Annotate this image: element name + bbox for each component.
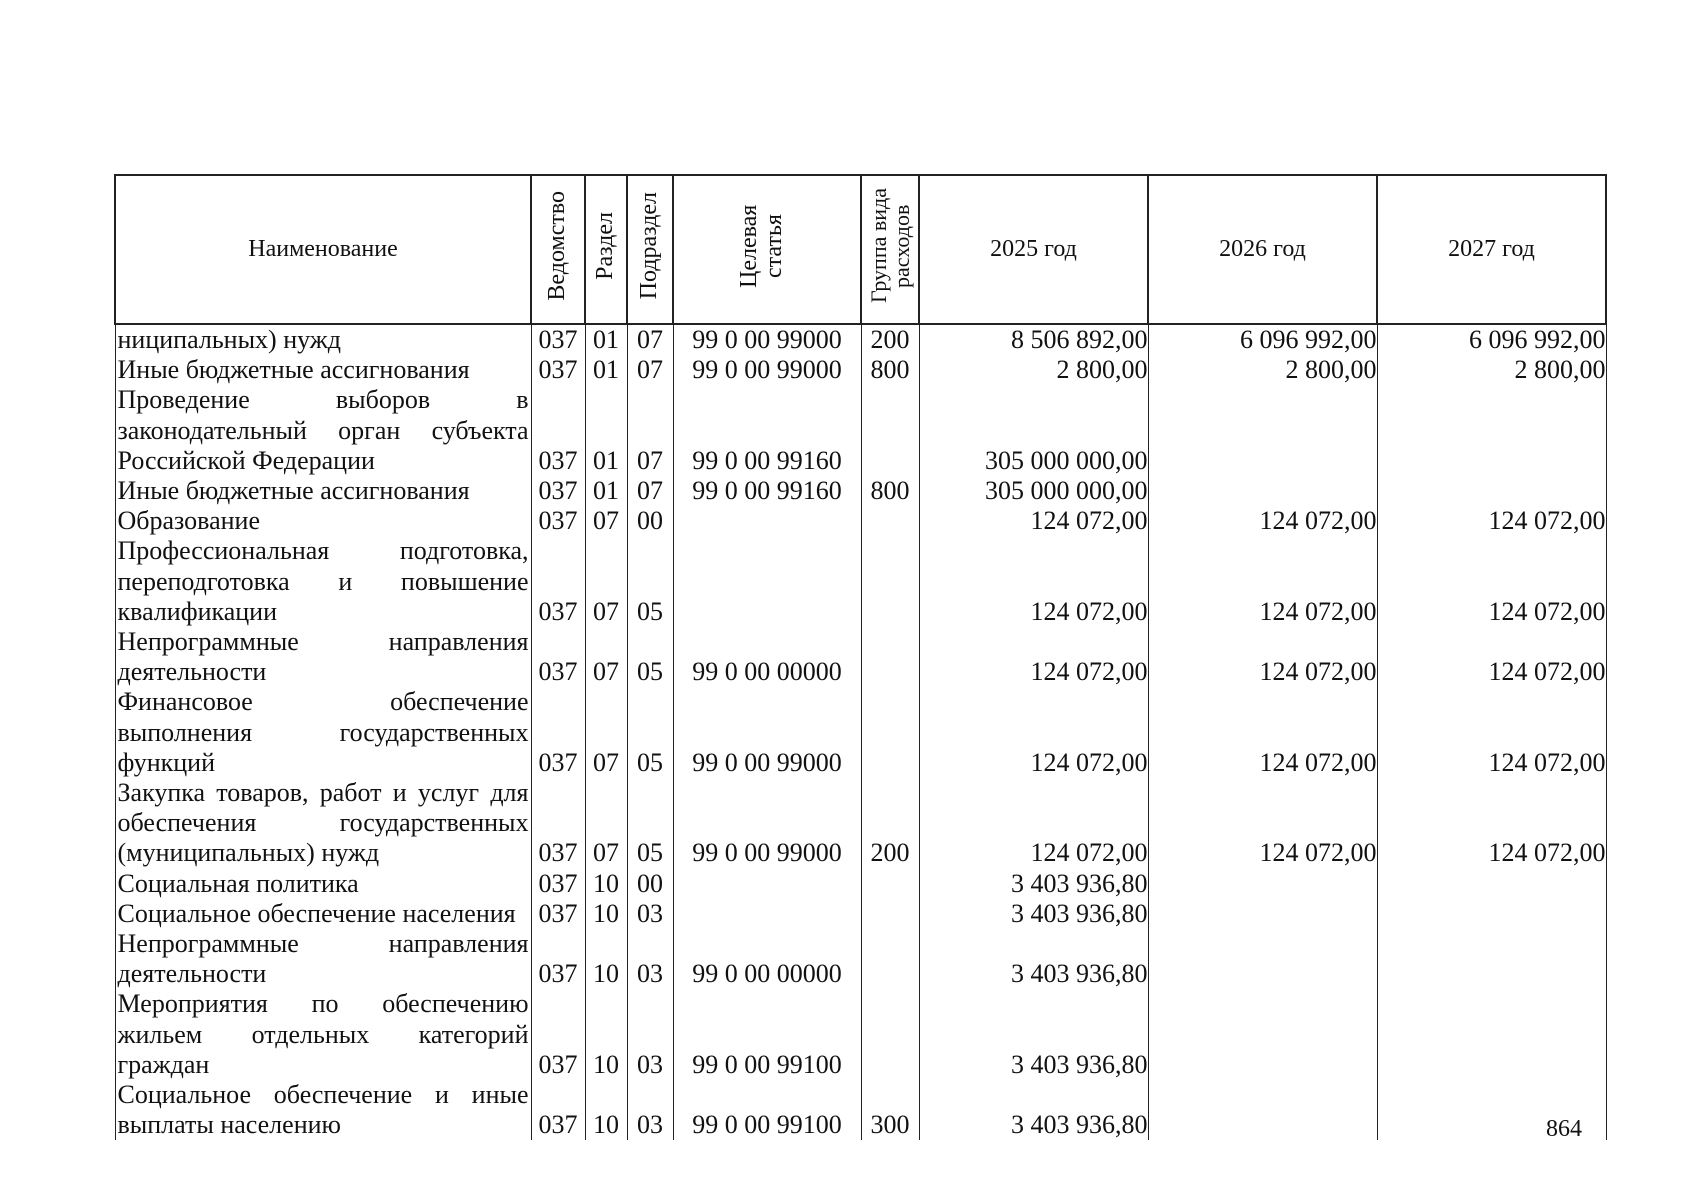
row-razdel: 07	[585, 506, 627, 536]
row-celevaya: 99 0 00 99100	[673, 1080, 861, 1140]
row-y2027: 124 072,00	[1377, 536, 1606, 627]
row-celevaya	[673, 869, 861, 899]
row-ved: 037	[531, 989, 585, 1080]
row-y2026	[1148, 989, 1377, 1080]
row-gruppa: 800	[861, 476, 919, 506]
row-razdel: 10	[585, 989, 627, 1080]
row-gruppa	[861, 536, 919, 627]
row-ved: 037	[531, 385, 585, 476]
row-y2026	[1148, 869, 1377, 899]
row-ved: 037	[531, 899, 585, 929]
row-celevaya: 99 0 00 99000	[673, 355, 861, 385]
header-gruppa: Группа вида расходов	[861, 175, 919, 324]
row-podrazdel: 00	[627, 869, 673, 899]
row-y2025: 305 000 000,00	[919, 476, 1148, 506]
row-podrazdel: 03	[627, 899, 673, 929]
row-razdel: 10	[585, 899, 627, 929]
row-razdel: 01	[585, 385, 627, 476]
row-gruppa: 800	[861, 355, 919, 385]
row-name: Закупка товаров, работ и услуг для обеспечения государственных (муниципальных) нужд	[115, 778, 531, 869]
row-razdel: 07	[585, 778, 627, 869]
table-row	[115, 506, 1606, 536]
table-row	[115, 476, 1606, 506]
row-y2027	[1377, 869, 1606, 899]
table-row	[115, 355, 1606, 385]
row-y2026	[1148, 1080, 1377, 1140]
row-y2025: 305 000 000,00	[919, 385, 1148, 476]
row-y2027	[1377, 385, 1606, 476]
row-gruppa	[861, 929, 919, 989]
row-gruppa	[861, 385, 919, 476]
row-gruppa: 200	[861, 778, 919, 869]
table-row	[115, 385, 1606, 476]
row-podrazdel: 05	[627, 687, 673, 778]
header-name: Наименование	[115, 175, 531, 324]
row-razdel: 10	[585, 869, 627, 899]
header-celevaya: Целевая статья	[673, 175, 861, 324]
row-y2027: 124 072,00	[1377, 687, 1606, 778]
row-celevaya: 99 0 00 00000	[673, 929, 861, 989]
table-body	[115, 324, 1606, 1140]
row-celevaya	[673, 899, 861, 929]
budget-table	[114, 174, 1607, 1140]
row-ved: 037	[531, 778, 585, 869]
table-row	[115, 687, 1606, 778]
table-header	[115, 175, 1606, 324]
row-name: Иные бюджетные ассигнования	[115, 476, 531, 506]
row-gruppa	[861, 869, 919, 899]
row-gruppa: 200	[861, 324, 919, 355]
row-celevaya: 99 0 00 99160	[673, 385, 861, 476]
row-ved: 037	[531, 929, 585, 989]
header-y2026: 2026 год	[1148, 175, 1377, 324]
row-razdel: 10	[585, 1080, 627, 1140]
row-ved: 037	[531, 536, 585, 627]
table-row	[115, 1080, 1606, 1140]
row-ved: 037	[531, 506, 585, 536]
row-y2027: 124 072,00	[1377, 778, 1606, 869]
row-razdel: 10	[585, 929, 627, 989]
row-name: Финансовое обеспечение выполнения государственных функций	[115, 687, 531, 778]
header-y2025: 2025 год	[919, 175, 1148, 324]
row-podrazdel: 05	[627, 536, 673, 627]
row-y2025: 124 072,00	[919, 536, 1148, 627]
row-celevaya: 99 0 00 99000	[673, 778, 861, 869]
row-y2026: 124 072,00	[1148, 687, 1377, 778]
header-razdel: Раздел	[585, 175, 627, 324]
row-ved: 037	[531, 1080, 585, 1140]
row-gruppa	[861, 989, 919, 1080]
row-celevaya: 99 0 00 99100	[673, 989, 861, 1080]
row-gruppa: 300	[861, 1080, 919, 1140]
table-row	[115, 899, 1606, 929]
row-celevaya: 99 0 00 99160	[673, 476, 861, 506]
row-name: Социальное обеспечение населения	[115, 899, 531, 929]
row-y2025: 124 072,00	[919, 687, 1148, 778]
row-y2025: 3 403 936,80	[919, 989, 1148, 1080]
row-gruppa	[861, 627, 919, 687]
row-y2026	[1148, 476, 1377, 506]
row-razdel: 07	[585, 627, 627, 687]
row-y2027	[1377, 899, 1606, 929]
row-razdel: 01	[585, 324, 627, 355]
row-name: ниципальных) нужд	[115, 324, 531, 355]
row-ved: 037	[531, 355, 585, 385]
row-ved: 037	[531, 324, 585, 355]
row-podrazdel: 05	[627, 778, 673, 869]
row-ved: 037	[531, 869, 585, 899]
row-podrazdel: 07	[627, 324, 673, 355]
table-row	[115, 929, 1606, 989]
row-name: Профессиональная подготовка, переподготовка и повышение квалификации	[115, 536, 531, 627]
header-y2027: 2027 год	[1377, 175, 1606, 324]
table-row	[115, 536, 1606, 627]
row-ved: 037	[531, 476, 585, 506]
row-razdel: 07	[585, 536, 627, 627]
row-y2026: 124 072,00	[1148, 536, 1377, 627]
row-y2025: 3 403 936,80	[919, 929, 1148, 989]
row-y2027: 2 800,00	[1377, 355, 1606, 385]
row-y2025: 3 403 936,80	[919, 1080, 1148, 1140]
header-podrazdel: Подраздел	[627, 175, 673, 324]
page-number: 864	[1546, 1116, 1582, 1142]
row-podrazdel: 03	[627, 989, 673, 1080]
row-y2026: 6 096 992,00	[1148, 324, 1377, 355]
row-y2025: 3 403 936,80	[919, 899, 1148, 929]
row-celevaya	[673, 506, 861, 536]
row-name: Образование	[115, 506, 531, 536]
row-y2025: 8 506 892,00	[919, 324, 1148, 355]
row-gruppa	[861, 899, 919, 929]
row-celevaya: 99 0 00 99000	[673, 687, 861, 778]
row-y2026	[1148, 385, 1377, 476]
row-podrazdel: 05	[627, 627, 673, 687]
row-y2027	[1377, 476, 1606, 506]
row-y2025: 124 072,00	[919, 627, 1148, 687]
table-row	[115, 627, 1606, 687]
row-y2027	[1377, 929, 1606, 989]
row-y2026: 124 072,00	[1148, 506, 1377, 536]
row-y2027: 124 072,00	[1377, 627, 1606, 687]
row-name: Мероприятия по обеспечению жильем отдельных категорий граждан	[115, 989, 531, 1080]
table-row	[115, 324, 1606, 355]
row-gruppa	[861, 506, 919, 536]
row-razdel: 07	[585, 687, 627, 778]
row-podrazdel: 07	[627, 476, 673, 506]
row-y2026: 124 072,00	[1148, 627, 1377, 687]
row-podrazdel: 00	[627, 506, 673, 536]
row-name: Иные бюджетные ассигнования	[115, 355, 531, 385]
row-celevaya: 99 0 00 99000	[673, 324, 861, 355]
row-y2027: 124 072,00	[1377, 506, 1606, 536]
row-podrazdel: 03	[627, 1080, 673, 1140]
row-podrazdel: 07	[627, 385, 673, 476]
row-podrazdel: 07	[627, 355, 673, 385]
row-y2026: 124 072,00	[1148, 778, 1377, 869]
table-row	[115, 778, 1606, 869]
row-name: Социальная политика	[115, 869, 531, 899]
row-celevaya: 99 0 00 00000	[673, 627, 861, 687]
row-razdel: 01	[585, 476, 627, 506]
header-ved: Ведомство	[531, 175, 585, 324]
row-ved: 037	[531, 627, 585, 687]
row-podrazdel: 03	[627, 929, 673, 989]
table-row	[115, 989, 1606, 1080]
row-y2026: 2 800,00	[1148, 355, 1377, 385]
row-celevaya	[673, 536, 861, 627]
row-y2027	[1377, 989, 1606, 1080]
row-razdel: 01	[585, 355, 627, 385]
row-y2025: 124 072,00	[919, 506, 1148, 536]
row-ved: 037	[531, 687, 585, 778]
row-name: Проведение выборов в законодательный орган субъекта Российской Федерации	[115, 385, 531, 476]
row-y2025: 2 800,00	[919, 355, 1148, 385]
row-name: Социальное обеспечение и иные выплаты населению	[115, 1080, 531, 1140]
table-row	[115, 869, 1606, 899]
row-name: Непрограммные направления деятельности	[115, 929, 531, 989]
row-name: Непрограммные направления деятельности	[115, 627, 531, 687]
row-y2026	[1148, 929, 1377, 989]
row-y2026	[1148, 899, 1377, 929]
row-gruppa	[861, 687, 919, 778]
row-y2027: 6 096 992,00	[1377, 324, 1606, 355]
row-y2025: 124 072,00	[919, 778, 1148, 869]
row-y2025: 3 403 936,80	[919, 869, 1148, 899]
